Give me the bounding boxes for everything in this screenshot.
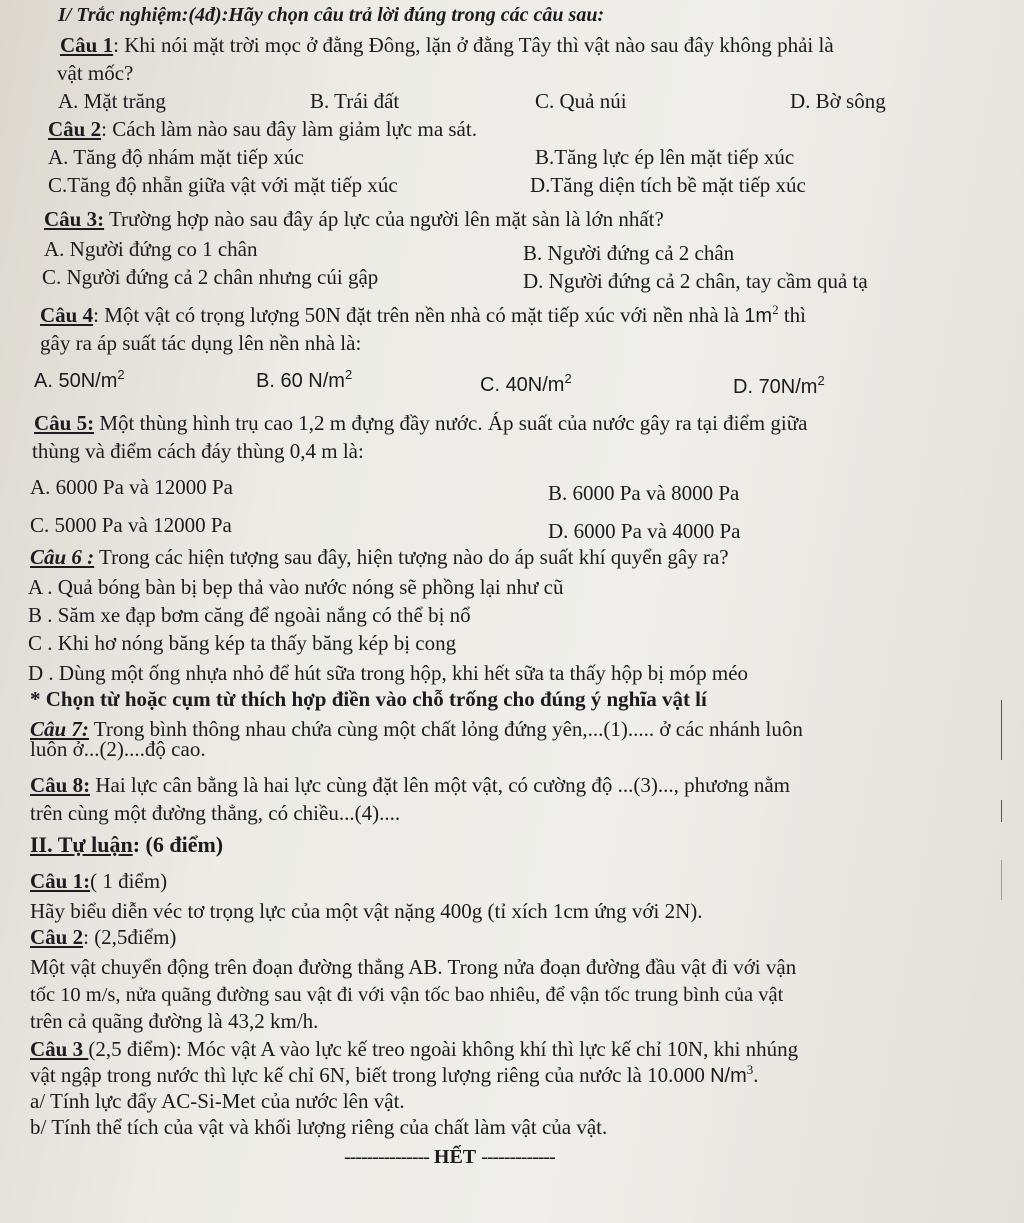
margin-mark <box>1001 860 1002 900</box>
q4-option-a-value: 50N/m <box>58 370 118 392</box>
question-4-label: Câu 4 <box>40 303 94 327</box>
q1-option-d: D. Bờ sông <box>790 89 886 113</box>
question-7-text: Trong bình thông nhau chứa cùng một chất lỏng đứng yên,...(1)..... ở các nhánh luôn <box>88 717 803 741</box>
question-2-label: Câu 2 <box>48 117 102 141</box>
q4-option-d-value: 70N/m <box>758 376 818 398</box>
q5-option-c: C. 5000 Pa và 12000 Pa <box>30 513 232 537</box>
question-3 <box>44 206 1024 232</box>
essay-1-text: Hãy biểu diễn véc tơ trọng lực của một vật nặng 400g (tỉ xích 1cm ứng với 2N). <box>30 899 703 923</box>
q4-option-b-exp: 2 <box>344 367 353 382</box>
question-4-text: : Một vật có trọng lượng 50N đặt trên nền nhà có mặt tiếp xúc với nền nhà là <box>93 303 745 327</box>
question-8-text: Hai lực cân bằng là hai lực cùng đặt lên một vật, có cường độ ...(3)..., phương nằm <box>90 773 790 797</box>
question-8-label: Câu 8: <box>30 773 91 797</box>
section-2-points: : (6 điểm) <box>132 832 224 857</box>
essay-3-header <box>30 1036 1024 1062</box>
q2-option-d: D.Tăng diện tích bề mặt tiếp xúc <box>530 173 806 197</box>
q3-option-b: B. Người đứng cả 2 chân <box>523 241 735 265</box>
essay-3-part-b: b/ Tính thể tích của vật và khối lượng riêng của chất làm vật của vật. <box>30 1115 608 1139</box>
q4-option-d-exp: 2 <box>817 373 825 388</box>
question-4-area-exp: 2 <box>772 302 779 317</box>
essay-3-unit: N/m <box>710 1065 747 1087</box>
question-5 <box>34 410 1024 436</box>
q4-option-c-value: 40N/m <box>505 374 565 396</box>
fill-in-header: * Chọn từ hoặc cụm từ thích hợp điền vào chỗ trống cho đúng ý nghĩa vật lí <box>30 687 707 711</box>
essay-2-label: Câu 2 <box>30 925 84 949</box>
q4-option-d <box>733 374 1024 400</box>
essay-2-header <box>30 924 1024 950</box>
question-5-text: Một thùng hình trụ cao 1,2 m đựng đầy nước. Áp suất của nước gây ra tại điểm giữa <box>94 411 808 435</box>
end-dashes-left: --------------- <box>344 1146 429 1168</box>
essay-2-text-1: Một vật chuyển động trên đoạn đường thẳng AB. Trong nửa đoạn đường đầu vật đi với vận <box>30 955 797 979</box>
question-2 <box>48 116 1024 142</box>
q4-option-b-letter: B. <box>256 370 275 392</box>
question-5-text-cont: thùng và điểm cách đáy thùng 0,4 m là: <box>32 439 364 463</box>
question-6-text: Trong các hiện tượng sau đây, hiện tượng nào do áp suất khí quyển gây ra? <box>94 545 729 569</box>
section-2-header <box>30 832 1024 858</box>
question-1 <box>60 32 1024 58</box>
q4-option-a-exp: 2 <box>117 367 125 382</box>
question-1-text-cont: vật mốc? <box>57 61 134 85</box>
q6-option-d: D . Dùng một ống nhựa nhỏ để hút sữa trong hộp, khi hết sữa ta thấy hộp bị móp méo <box>28 661 749 685</box>
question-7-label: Câu 7: <box>30 717 89 741</box>
question-8 <box>30 772 1024 798</box>
essay-3-label: Câu 3 <box>30 1037 89 1061</box>
question-6-label: Câu 6 : <box>30 545 95 569</box>
q5-option-a: A. 6000 Pa và 12000 Pa <box>30 475 233 499</box>
question-4-area: 1m <box>744 305 773 327</box>
question-7-text-cont: luôn ở...(2)....độ cao. <box>30 737 206 761</box>
question-6 <box>30 544 1024 570</box>
q1-option-b: B. Trái đất <box>310 89 400 113</box>
q3-option-c: C. Người đứng cả 2 chân nhưng cúi gập <box>42 265 379 289</box>
q6-option-a: A . Quả bóng bàn bị bẹp thả vào nước nóng sẽ phồng lại như cũ <box>28 575 564 599</box>
end-text: HẾT <box>433 1146 477 1168</box>
q1-option-c: C. Quả núi <box>535 89 627 113</box>
essay-1-label: Câu 1: <box>30 869 91 893</box>
q2-option-c: C.Tăng độ nhẵn giữa vật với mặt tiếp xúc <box>48 173 398 197</box>
section-1-header: I/ Trắc nghiệm:(4đ):Hãy chọn câu trả lời đúng trong các câu sau: <box>58 4 605 26</box>
q5-option-d: D. 6000 Pa và 4000 Pa <box>548 519 741 543</box>
margin-mark <box>1001 800 1002 822</box>
question-4 <box>40 302 1024 329</box>
question-2-text: : Cách làm nào sau đây làm giảm lực ma sát. <box>101 117 477 141</box>
question-3-label: Câu 3: <box>44 207 105 231</box>
section-2-label: II. Tự luận <box>30 832 133 857</box>
margin-mark <box>1001 700 1002 760</box>
end-marker <box>344 1144 555 1170</box>
essay-3-text-2-main: vật ngập trong nước thì lực kế chỉ 6N, biết trong lượng riêng của nước là 10.000 <box>30 1063 711 1087</box>
q6-option-c: C . Khi hơ nóng băng kép ta thấy băng kép bị cong <box>28 631 457 655</box>
q4-option-a-letter: A. <box>34 370 53 392</box>
question-4-text-end: thì <box>778 303 807 327</box>
question-5-label: Câu 5: <box>34 411 95 435</box>
essay-2-text-2: tốc 10 m/s, nửa quãng đường sau vật đi với vận tốc bao nhiêu, để vận tốc trung bình của vật <box>30 984 784 1006</box>
q6-option-b: B . Săm xe đạp bơm căng để ngoài nắng có thể bị nổ <box>28 603 471 627</box>
essay-3-text-2 <box>30 1062 1024 1089</box>
q3-option-d: D. Người đứng cả 2 chân, tay cầm quả tạ <box>523 269 868 293</box>
question-1-label: Câu 1 <box>60 33 114 57</box>
q1-option-a: A. Mặt trăng <box>58 89 166 113</box>
question-4-text-cont: gây ra áp suất tác dụng lên nền nhà là: <box>40 331 362 355</box>
question-3-text: Trường hợp nào sau đây áp lực của người lên mặt sàn là lớn nhất? <box>104 207 664 231</box>
end-dashes-right: ------------- <box>481 1146 555 1168</box>
q5-option-b: B. 6000 Pa và 8000 Pa <box>548 481 740 505</box>
essay-1-header <box>30 868 1024 894</box>
q4-option-c-letter: C. <box>480 374 500 396</box>
q2-option-a: A. Tăng độ nhám mặt tiếp xúc <box>48 145 304 169</box>
essay-3-unit-exp: 3 <box>746 1062 754 1077</box>
essay-3-text-2-end: . <box>753 1063 759 1087</box>
essay-2-points: : (2,5điểm) <box>83 925 177 949</box>
essay-3-text: (2,5 điểm): Móc vật A vào lực kế treo ngoài không khí thì lực kế chỉ 10N, khi nhúng <box>88 1037 799 1061</box>
q2-option-b: B.Tăng lực ép lên mặt tiếp xúc <box>535 145 795 169</box>
question-1-text: : Khi nói mặt trời mọc ở đằng Đông, lặn ở đằng Tây thì vật nào sau đây không phải là <box>113 33 834 57</box>
q4-option-b-value: 60 N/m <box>280 370 345 392</box>
question-8-text-cont: trên cùng một đường thẳng, có chiều...(4).... <box>30 801 401 825</box>
essay-1-points: ( 1 điểm) <box>90 869 168 893</box>
essay-3-part-a: a/ Tính lực đẩy AC-Si-Met của nước lên vật. <box>30 1089 405 1113</box>
q3-option-a: A. Người đứng co 1 chân <box>44 237 258 261</box>
essay-2-text-3: trên cả quãng đường là 43,2 km/h. <box>30 1009 319 1033</box>
q4-option-c-exp: 2 <box>564 371 572 386</box>
q4-option-d-letter: D. <box>733 376 753 398</box>
